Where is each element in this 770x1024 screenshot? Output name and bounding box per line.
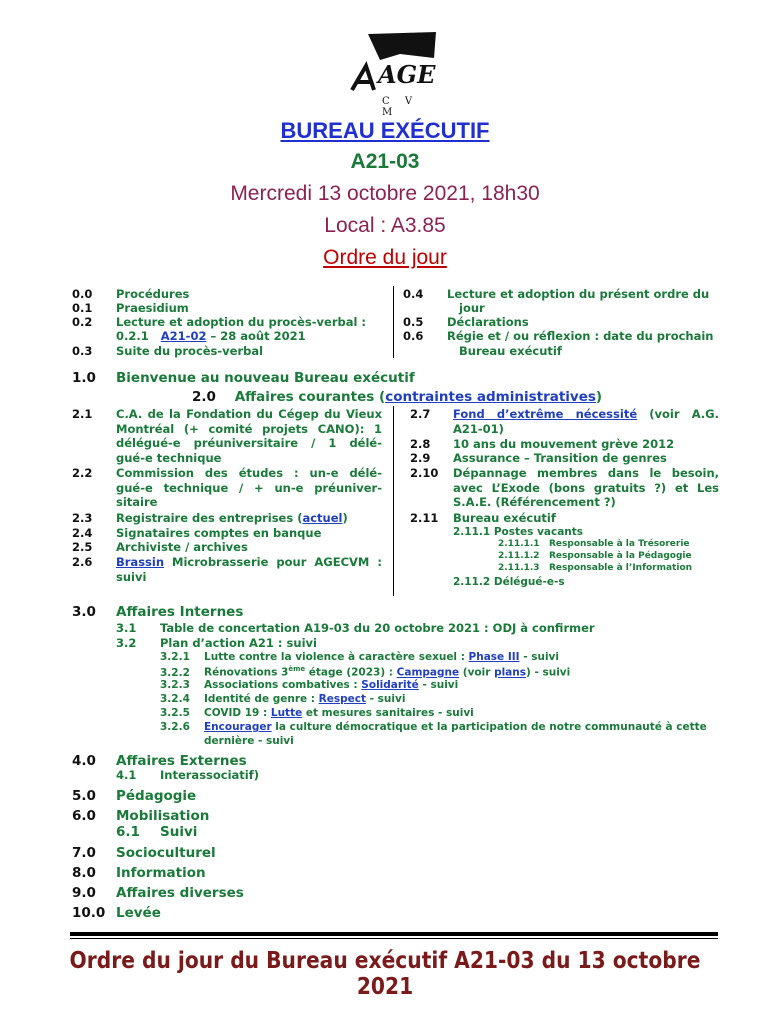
line: suivi [116, 569, 147, 584]
agenda-item [116, 407, 382, 465]
line: Montréal (+ comité projets CANO): 1 [116, 421, 382, 436]
agenda-subitem [116, 768, 259, 782]
item-number: 2.3 [72, 511, 93, 525]
link-encourager[interactable]: Encourager [204, 721, 272, 733]
agenda-subitem [498, 539, 690, 549]
column-divider [393, 286, 394, 358]
logo-subtext: C V M [382, 96, 419, 118]
agenda-item-close: ) [342, 511, 348, 525]
line: C.A. de la Fondation du Cégep du Vieux [116, 407, 382, 421]
agenda-item [116, 511, 348, 525]
agenda-item: Procédures [116, 287, 190, 301]
agenda-item-rest: et mesures sanitaires - suivi [302, 707, 474, 719]
line: A21-01) [453, 421, 504, 436]
agenda-item-text: COVID 19 : [204, 707, 271, 719]
link-plans[interactable]: plans [494, 666, 526, 679]
link-fond-extreme-necessite[interactable]: Fond d’extrême nécessité [453, 407, 638, 421]
agenda-item: Déclarations [447, 315, 529, 329]
item-number: 0.6 [403, 329, 424, 343]
item-number: 2.8 [410, 437, 431, 451]
agenda-item-text: ) - suivi [526, 666, 571, 679]
meeting-datetime: Mercredi 13 octobre 2021, 18h30 [230, 182, 540, 205]
line [453, 407, 719, 422]
link-solidarite[interactable]: Solidarité [361, 679, 419, 691]
item-number: 2.9 [410, 451, 431, 465]
item-number: 0.0 [72, 287, 93, 301]
agenda-item: Bienvenue au nouveau Bureau exécutif [116, 370, 415, 386]
item-number: 9.0 [72, 885, 96, 901]
agenda-item-text: Lutte contre la violence à caractère sexuel : [204, 651, 469, 663]
agenda-subitem [453, 576, 565, 588]
item-number: 6.1 [116, 824, 140, 840]
agenda-item-text: Responsable à la Trésorerie [548, 539, 690, 549]
agenda-item-text: Registraire des entreprises ( [116, 511, 303, 525]
section-label-close: ) [595, 389, 603, 405]
agenda-item: Lecture et adoption du procès-verbal : [116, 315, 367, 329]
item-number: 2.11.1 [453, 526, 491, 538]
page-title: BUREAU EXÉCUTIF [280, 118, 490, 143]
item-number: 0.1 [72, 301, 93, 315]
agenda-item-rest: - suivi [366, 693, 406, 705]
item-number: 2.11.1.3 [498, 563, 540, 573]
agenda-item-text: Rénovations 3 [204, 666, 289, 679]
agenda-item-text: (voir A.G. [637, 407, 719, 421]
item-number: 1.0 [72, 370, 96, 386]
agenda-item-text: Table de concertation A19-03 du 20 octobre 2021 : ODJ à confirmer [160, 621, 595, 635]
agenda-item: Régie et / ou réflexion : date du prochain [447, 329, 714, 343]
item-number: 3.1 [116, 621, 137, 635]
agenda-item-text: (voir [459, 666, 495, 679]
agenda-item-text: – 28 août 2021 [206, 329, 306, 343]
item-number: 2.10 [410, 466, 439, 480]
item-number: 0.2 [72, 315, 93, 329]
agenda-item-text: Interassociatif) [160, 768, 260, 782]
item-number: 3.2.2 [160, 666, 190, 679]
line: délégué-e préuniversitaire / 1 délé- [116, 436, 382, 451]
item-number: 4.0 [72, 753, 96, 769]
item-number: 0.2.1 [116, 329, 149, 343]
line: Commission des études : un-e délé- [116, 466, 382, 480]
agenda-item: Archiviste / archives [116, 540, 248, 554]
agenda-subitem [453, 526, 583, 538]
link-phase-iii[interactable]: Phase III [468, 651, 520, 663]
agenda-item: Pédagogie [116, 788, 197, 804]
agenda-item: 10 ans du mouvement grève 2012 [453, 437, 675, 451]
line: Dépannage membres dans le besoin, [453, 466, 719, 480]
superscript: ème [288, 665, 306, 673]
item-number: 2.2 [72, 466, 93, 480]
section-label: Affaires courantes ( [234, 389, 386, 405]
agenda-item-text: la culture démocratique et la participation de notre communauté à cette [271, 721, 707, 733]
item-number: 2.11 [410, 511, 439, 525]
agenda-subitem [160, 721, 707, 733]
agenda-heading: Ordre du jour [323, 246, 447, 269]
item-number: 0.4 [403, 287, 424, 301]
link-pv-a21-02[interactable]: A21-02 [160, 329, 207, 343]
item-number: 2.6 [72, 555, 93, 569]
link-contraintes-administratives[interactable]: contraintes administratives [385, 389, 596, 405]
agenda-subitem [116, 329, 306, 343]
item-number: 8.0 [72, 865, 96, 881]
item-number: 2.4 [72, 526, 93, 540]
logo-text: AGE [378, 60, 436, 89]
logo [340, 30, 440, 118]
agenda-subitem [160, 707, 474, 719]
footer-divider [70, 932, 718, 936]
item-number: 5.0 [72, 788, 96, 804]
agenda-subitem [160, 665, 570, 679]
agenda-item-text: étage (2023) : [305, 666, 397, 679]
agenda-item-text: Identité de genre : [204, 693, 319, 705]
line: gué-e technique / + un-e préuniver- [116, 480, 382, 495]
agenda-item-text: Associations combatives : [204, 679, 362, 691]
agenda-item: Signataires comptes en banque [116, 526, 322, 540]
item-number: 3.0 [72, 604, 96, 620]
agenda-item: Affaires Externes [116, 753, 247, 769]
footer-divider-thin [70, 938, 718, 939]
line: gué-e technique [116, 450, 222, 465]
link-actuel[interactable]: actuel [302, 511, 343, 525]
agenda-item [453, 466, 719, 510]
footer-title: Ordre du jour du Bureau exécutif A21-03 du 13 octobre 2021 [69, 948, 701, 1000]
link-respect[interactable]: Respect [318, 693, 366, 705]
meeting-code: A21-03 [350, 150, 420, 173]
agenda-item-cont: jour [459, 301, 485, 315]
item-number: 2.0 [192, 389, 216, 405]
item-number: 2.11.2 [453, 576, 491, 588]
agenda-item: Bureau exécutif [453, 511, 556, 525]
line: sitaire [116, 495, 158, 510]
item-number: 3.2.6 [160, 721, 190, 733]
column-divider [393, 406, 394, 596]
agenda-item-text: Plan d’action A21 : suivi [160, 636, 317, 650]
agenda-item-cont: Bureau exécutif [459, 344, 562, 358]
agenda-item [116, 466, 382, 510]
agenda-item-text: Délégué-e-s [493, 576, 565, 588]
agenda-item: Lecture et adoption du présent ordre du [447, 287, 710, 301]
agenda-item: Levée [116, 905, 161, 921]
agenda-item: Suite du procès-verbal [116, 344, 264, 358]
agenda-item-text: Responsable à l’Information [548, 563, 693, 573]
item-number: 3.2.4 [160, 693, 190, 705]
line [116, 555, 382, 570]
agenda-item-rest: - suivi [519, 651, 559, 663]
item-number: 3.2.1 [160, 651, 190, 663]
section-affaires-courantes [192, 389, 602, 405]
item-number: 2.11.1.1 [498, 539, 540, 549]
agenda-item-text: Microbrasserie pour AGECVM : [164, 555, 382, 569]
link-campagne[interactable]: Campagne [396, 666, 460, 679]
item-number: 2.11.1.2 [498, 551, 540, 561]
agenda-item-cont: dernière - suivi [204, 735, 294, 747]
agenda-item-text: Suivi [160, 824, 198, 840]
link-lutte[interactable]: Lutte [270, 707, 303, 719]
item-number: 10.0 [72, 905, 106, 921]
agenda-item-rest: - suivi [418, 679, 459, 691]
agenda-subitem [160, 693, 405, 705]
agenda-subitem [498, 563, 692, 573]
agenda-item: Mobilisation [116, 808, 210, 824]
agenda-item [453, 407, 719, 436]
item-number: 2.7 [410, 407, 431, 421]
agenda-subitem [498, 551, 692, 561]
agenda-subitem [116, 636, 317, 650]
agenda-item: Socioculturel [116, 845, 216, 861]
item-number: 3.2.3 [160, 679, 190, 691]
agenda-item: Praesidium [116, 301, 189, 315]
item-number: 2.5 [72, 540, 93, 554]
agenda-subitem [160, 679, 458, 691]
agenda-item-text: Responsable à la Pédagogie [548, 551, 692, 561]
agenda-subitem [116, 621, 595, 635]
item-number: 2.1 [72, 407, 93, 421]
item-number: 3.2 [116, 636, 137, 650]
item-number: 4.1 [116, 768, 137, 782]
agenda-item: Assurance – Transition de genres [453, 451, 667, 465]
item-number: 0.3 [72, 344, 93, 358]
line: S.A.E. (Référencement ?) [453, 495, 616, 510]
agenda-subitem [160, 651, 559, 663]
item-number: 3.2.5 [160, 707, 190, 719]
line: avec L’Exode (bons gratuits ?) et Les [453, 480, 719, 495]
meeting-location: Local : A3.85 [324, 214, 446, 237]
item-number: 7.0 [72, 845, 96, 861]
item-number: 0.5 [403, 315, 424, 329]
agenda-item-text: Postes vacants [493, 526, 584, 538]
agenda-item: Affaires diverses [116, 885, 244, 901]
item-number: 6.0 [72, 808, 96, 824]
agenda-item [116, 555, 382, 584]
agenda-subitem [116, 824, 197, 840]
link-brassin[interactable]: Brassin [116, 555, 165, 569]
agenda-item: Information [116, 865, 206, 881]
agenda-item: Affaires Internes [116, 604, 244, 620]
